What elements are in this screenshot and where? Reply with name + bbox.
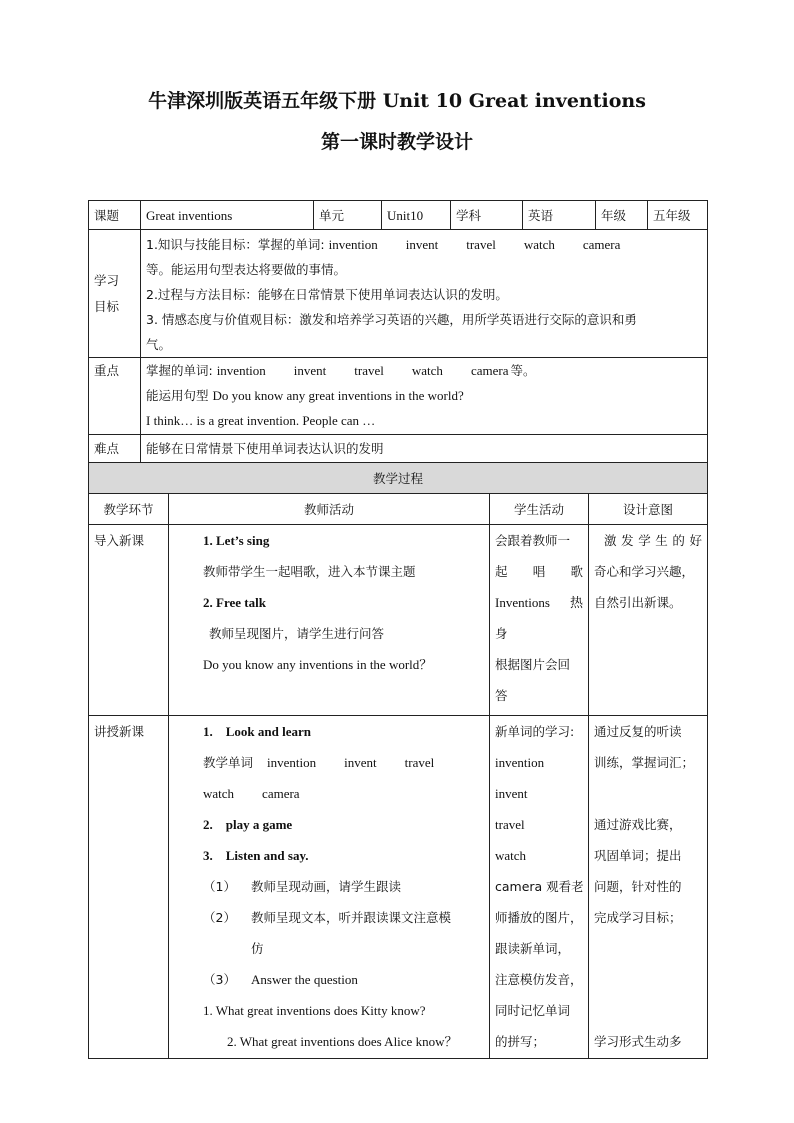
lesson-s4: travel [495, 817, 525, 832]
lesson-i6: 完成学习目标； [594, 910, 682, 925]
lesson-t1: 1. Look and learn [203, 724, 311, 739]
process-columns-row [89, 494, 708, 525]
goals-line3b: 气。 [146, 337, 172, 352]
lesson-t7-text: 教师呈现文本，听并跟读课文注意模 [251, 910, 452, 925]
intro-s3: Inventions 热 [495, 595, 583, 610]
lesson-t6-text: 教师呈现动画，请学生跟读 [251, 879, 402, 894]
lesson-t2-prefix: 教学单词 [203, 755, 254, 770]
keypoints-line1-suffix: 等。 [510, 363, 536, 378]
lesson-word: invent [344, 755, 377, 770]
keypoints-content [141, 358, 708, 435]
lesson-word-list [267, 755, 462, 770]
goals-label-line2: 目标 [94, 298, 120, 314]
lesson-i7: 学习形式生动多 [594, 1034, 682, 1049]
lesson-word: watch [203, 786, 235, 801]
keypoints-word: invention [216, 363, 266, 378]
keypoints-line3: I think… is a great invention. People can … [146, 413, 376, 428]
goals-label-line1: 学习 [94, 272, 120, 288]
intro-s1: 会跟着教师一 [495, 533, 571, 548]
keypoints-word: travel [354, 363, 384, 378]
intro-i2: 奇心和学习兴趣， [594, 564, 695, 579]
lesson-s11: 的拼写； [495, 1034, 546, 1049]
lesson-s8: 跟读新单词， [495, 941, 571, 956]
document-subtitle: 第一课时教学设计 [320, 131, 473, 153]
spacer [594, 778, 702, 809]
lesson-s7: 师播放的图片， [495, 910, 583, 925]
keypoints-word-list [217, 363, 511, 378]
goals-line2: 2.过程与方法目标：能够在日常情景下使用单词表达认识的发明。 [146, 287, 508, 302]
lesson-s10: 同时记忆单词 [495, 1003, 571, 1018]
lesson-i2: 训练，掌握词汇； [594, 755, 695, 770]
keypoints-line1 [146, 358, 702, 383]
col-stage: 教学环节 [89, 494, 169, 525]
lesson-s9: 注意模仿发音， [495, 972, 583, 987]
lesson-word: invention [267, 755, 317, 770]
lesson-student [490, 716, 589, 1059]
lesson-s2: invention [495, 755, 545, 770]
document-title: 牛津深圳版英语五年级下册 Unit 10 Great inventions [148, 90, 646, 112]
lesson-stage-label: 讲授新课 [94, 724, 145, 739]
goals-word: invention [328, 237, 378, 252]
lesson-row [89, 716, 708, 1059]
spacer [594, 995, 702, 1026]
grade-label: 年级 [596, 201, 648, 230]
lesson-stage [89, 716, 169, 1059]
lesson-s6: camera 观看老 [495, 879, 584, 894]
difficulty-row [89, 435, 708, 463]
intro-s4: 身 [495, 626, 508, 641]
lesson-t4: 2. play a game [203, 817, 293, 832]
intro-t5: Do you know any inventions in the world？ [203, 657, 433, 672]
lesson-s1: 新单词的学习: [495, 724, 575, 739]
subject-value: 英语 [523, 201, 596, 230]
intro-intent [589, 525, 708, 716]
intro-t4: 教师呈现图片，请学生进行问答 [209, 626, 385, 641]
keypoints-line2 [146, 383, 702, 408]
lesson-intent [589, 716, 708, 1059]
intro-t1: 1. Let’s sing [203, 533, 270, 548]
col-intent: 设计意图 [589, 494, 708, 525]
intro-student [490, 525, 589, 716]
lesson-t9-text: Answer the question [251, 972, 358, 987]
keypoints-line1-prefix: 掌握的单词: [146, 363, 217, 378]
unit-value: Unit10 [382, 201, 451, 230]
keypoints-word: watch [411, 363, 443, 378]
topic-value: Great inventions [141, 201, 314, 230]
topic-label: 课题 [89, 201, 141, 230]
lesson-i5: 问题，针对性的 [594, 879, 682, 894]
goals-line1-prefix: 1.知识与技能目标：掌握的单词: [146, 237, 329, 252]
process-header-row [89, 463, 708, 494]
lesson-t3 [203, 778, 484, 809]
lesson-s5: watch [495, 848, 527, 863]
lesson-s3: invent [495, 786, 528, 801]
intro-s2: 起唱歌 [495, 564, 583, 579]
lesson-t11: 2. What great inventions does Alice know？ [227, 1034, 458, 1049]
grade-value: 五年级 [648, 201, 708, 230]
goals-word-list [329, 237, 649, 252]
lesson-t8: 仿 [251, 941, 264, 956]
lesson-t10: 1. What great inventions does Kitty know? [203, 1003, 426, 1018]
process-header: 教学过程 [89, 463, 708, 494]
intro-i1: 激发学生的好 [604, 533, 703, 548]
keypoints-line2-en: Do you know any great inventions in the world? [212, 388, 464, 403]
lesson-t7-num: （2） [203, 910, 236, 925]
intro-s5: 根据图片会回 [495, 657, 571, 672]
keypoints-word: camera [470, 363, 509, 378]
lesson-t7 [203, 902, 484, 933]
goals-word: travel [466, 237, 496, 252]
teaching-process-table [88, 462, 708, 1059]
info-row [89, 201, 708, 230]
keypoints-word: invent [293, 363, 327, 378]
intro-stage-label: 导入新课 [94, 533, 145, 548]
lesson-t6-num: （1） [203, 879, 236, 894]
lesson-word: travel [404, 755, 435, 770]
goals-label [89, 230, 141, 358]
goals-line1-cont: 等。能运用句型表达将要做的事情。 [146, 262, 347, 277]
lesson-info-table [88, 200, 708, 463]
keypoints-line2-prefix: 能运用句型 [146, 388, 213, 403]
lesson-i3: 通过游戏比赛， [594, 817, 682, 832]
goals-content [141, 230, 708, 358]
lesson-t5: 3. Listen and say. [203, 848, 309, 863]
lesson-t2 [203, 747, 484, 778]
lesson-word: camera [262, 786, 300, 801]
intro-t2: 教师带学生一起唱歌，进入本节课主题 [203, 564, 416, 579]
goals-row [89, 230, 708, 358]
intro-i3: 自然引出新课。 [594, 595, 682, 610]
goals-word: camera [582, 237, 621, 252]
intro-s6: 答 [495, 688, 508, 703]
lesson-t9-num: （3） [203, 972, 236, 987]
spacer [594, 964, 702, 995]
keypoints-label: 重点 [89, 358, 141, 435]
keypoints-row [89, 358, 708, 435]
intro-row [89, 525, 708, 716]
lesson-t6 [203, 871, 484, 902]
unit-label: 单元 [314, 201, 382, 230]
goals-line3a: 3. 情感态度与价值观目标：激发和培养学习英语的兴趣，用所学英语进行交际的意识和勇 [146, 312, 637, 327]
difficulty-label: 难点 [89, 435, 141, 463]
goals-word: watch [523, 237, 555, 252]
col-teacher: 教师活动 [169, 494, 490, 525]
lesson-i1: 通过反复的听读 [594, 724, 682, 739]
difficulty-value: 能够在日常情景下使用单词表达认识的发明 [141, 435, 708, 463]
spacer [594, 933, 702, 964]
lesson-t9 [203, 964, 484, 995]
goals-word: invent [405, 237, 439, 252]
intro-stage [89, 525, 169, 716]
intro-t3: 2. Free talk [203, 595, 266, 610]
intro-teacher [169, 525, 490, 716]
subject-label: 学科 [451, 201, 523, 230]
col-student: 学生活动 [490, 494, 589, 525]
lesson-teacher [169, 716, 490, 1059]
lesson-i4: 巩固单词；提出 [594, 848, 682, 863]
goals-line1 [146, 232, 702, 257]
